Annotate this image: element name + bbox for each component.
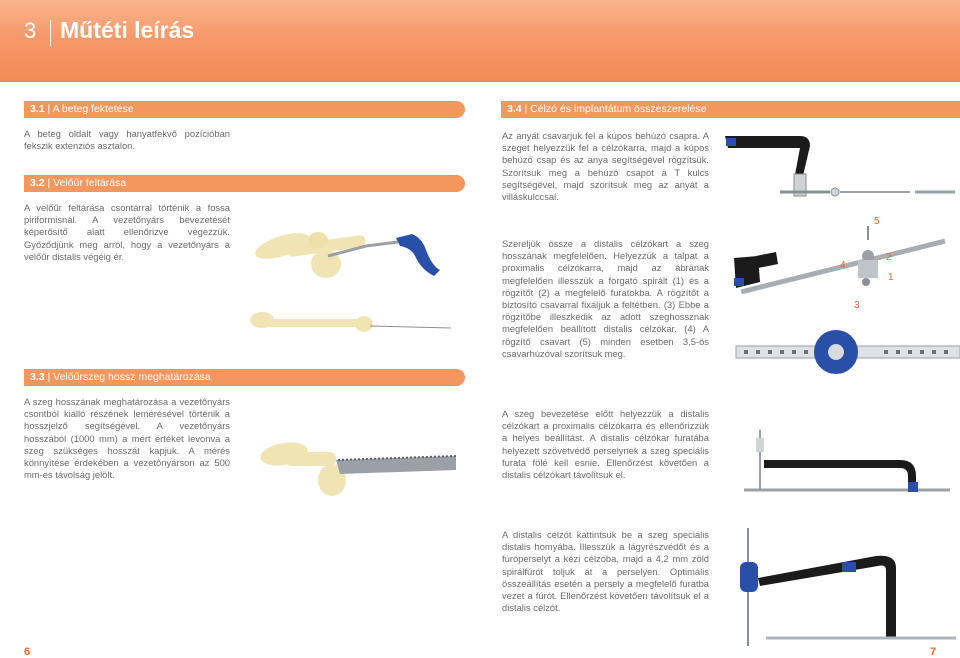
chapter-number: 3 [24,18,37,43]
section-number: 3.2 [30,177,45,189]
section-number: 3.4 [507,103,522,115]
section-3-4-text-1: Az anyát csavarjuk fel a kúpos behúzó csapra. A szeget helyezzük fel a célzókarra, majd a kúpos behúzó csap és az anya segítségével rögzítsük. Szorítsuk meg a behúzó csapot a T kulcs segítségével, majd szorítsuk meg az anyát a villáskulccsal. [502,130,709,203]
section-3-2-text: A velőűr feltárása csontárral történik a fossa piriformisnál. A vezetőnyárs bevezetését képerősítő alatt ellenőrizve végezzük. Győződjünk meg arról, hogy a vezetőnyárs a velőűr distalis végéig ér. [24,202,230,262]
page-number-left: 6 [24,646,31,658]
section-title: Velőűrszeg hossz meghatározása [53,371,211,383]
figure-label-4: 4 [840,260,846,271]
distal-aiming-assembly-illustration [728,212,958,312]
length-measurement-illustration [256,430,456,500]
femur-guidewire-illustration [246,310,456,340]
chapter-title: Műtéti leírás [60,17,195,43]
figure-label-1: 1 [888,272,894,283]
figure-label-3: 3 [854,300,860,311]
section-heading-3-2: 3.2 | Velőűr feltárása [24,175,465,192]
figure-label-5: 5 [874,216,880,227]
section-3-3-text: A szeg hosszának meghatározása a vezetőnyárs csontból kiálló részének lemérésével történik a hosszjelző segítségével. A vezetőnyárs hosszából (1000 mm) a mért értéket levonva a szeg szükséges hosszát kapjuk. A mérés könnyítése érdekében a vezetőnyárson az 500 mm-es távolság jelölt. [24,396,230,481]
section-title: Célzó és implantátum összeszerelése [530,103,707,115]
section-title: A beteg fektetése [52,103,134,115]
femur-awl-illustration [246,228,446,288]
distal-arm-ruler-illustration [736,328,960,376]
section-3-4-text-4: A distalis célzót kattintsuk be a szeg speciális distalis homyába. Illesszük a lágyrészvédőt és a fúróperselyt a kézi célzóba, majd a 4,2 mm zöld spirálfúrót toljuk át a perselyen. Optimális összeállítás esetén a persely a megfelelő furatba vezet a fúrót. Ellenőrzést követően távolítsuk el a distalis célzót. [502,529,709,614]
section-3-1-text: A beteg oldalt vagy hanyatfekvő pozícióban fekszik extenziós asztalon. [24,128,230,152]
section-number: 3.1 [30,103,45,115]
page-number-right: 7 [930,646,937,658]
section-3-4-text-2: Szereljük össze a distalis célzókart a szeg hosszának megfelelően. Helyezzük a talpat a proximalis célzókarra, majd az ábrának megfelelően illesszük a forgató spirált (1) és a rögzítőt (2) a megfelelő furatokba. A rögzítőt a biztosító csavarral fixáljuk a feltétben. (3) Ebbe a rögzítőbe illeszkedik az adott szeghossznak megfelelően beállított distalis célzókar. (4) A rögzítő csavart (5) minden esetben 3,5-ös csavarhúzóval szorítsuk meg. [502,238,709,359]
aiming-arm-assembly-illustration [720,130,960,210]
section-heading-3-3: 3.3 | Velőűrszeg hossz meghatározása [24,369,465,386]
chapter-divider [50,20,51,46]
distal-drilling-illustration [736,528,960,648]
section-3-4-text-3: A szeg bevezetése előtt helyezzük a distalis célzókart a proximalis célzókarra és ellenőrizzük a helyes beállítást. A distalis célzókar furatába helyezett szövetvédő perselynek a szeg speciális furata fölé kell esnie. Ellenőrzést követően a distalis célzókart távolítsuk el. [502,408,709,481]
section-heading-3-1: 3.1 | A beteg fektetése [24,101,465,118]
aiming-check-illustration [740,428,960,498]
section-title: Velőűr feltárása [53,177,127,189]
chapter-banner [0,0,960,82]
figure-label-2: 2 [886,252,892,263]
section-number: 3.3 [30,371,45,383]
section-heading-3-4: 3.4 | Célzó és implantátum összeszerelése [501,101,960,118]
